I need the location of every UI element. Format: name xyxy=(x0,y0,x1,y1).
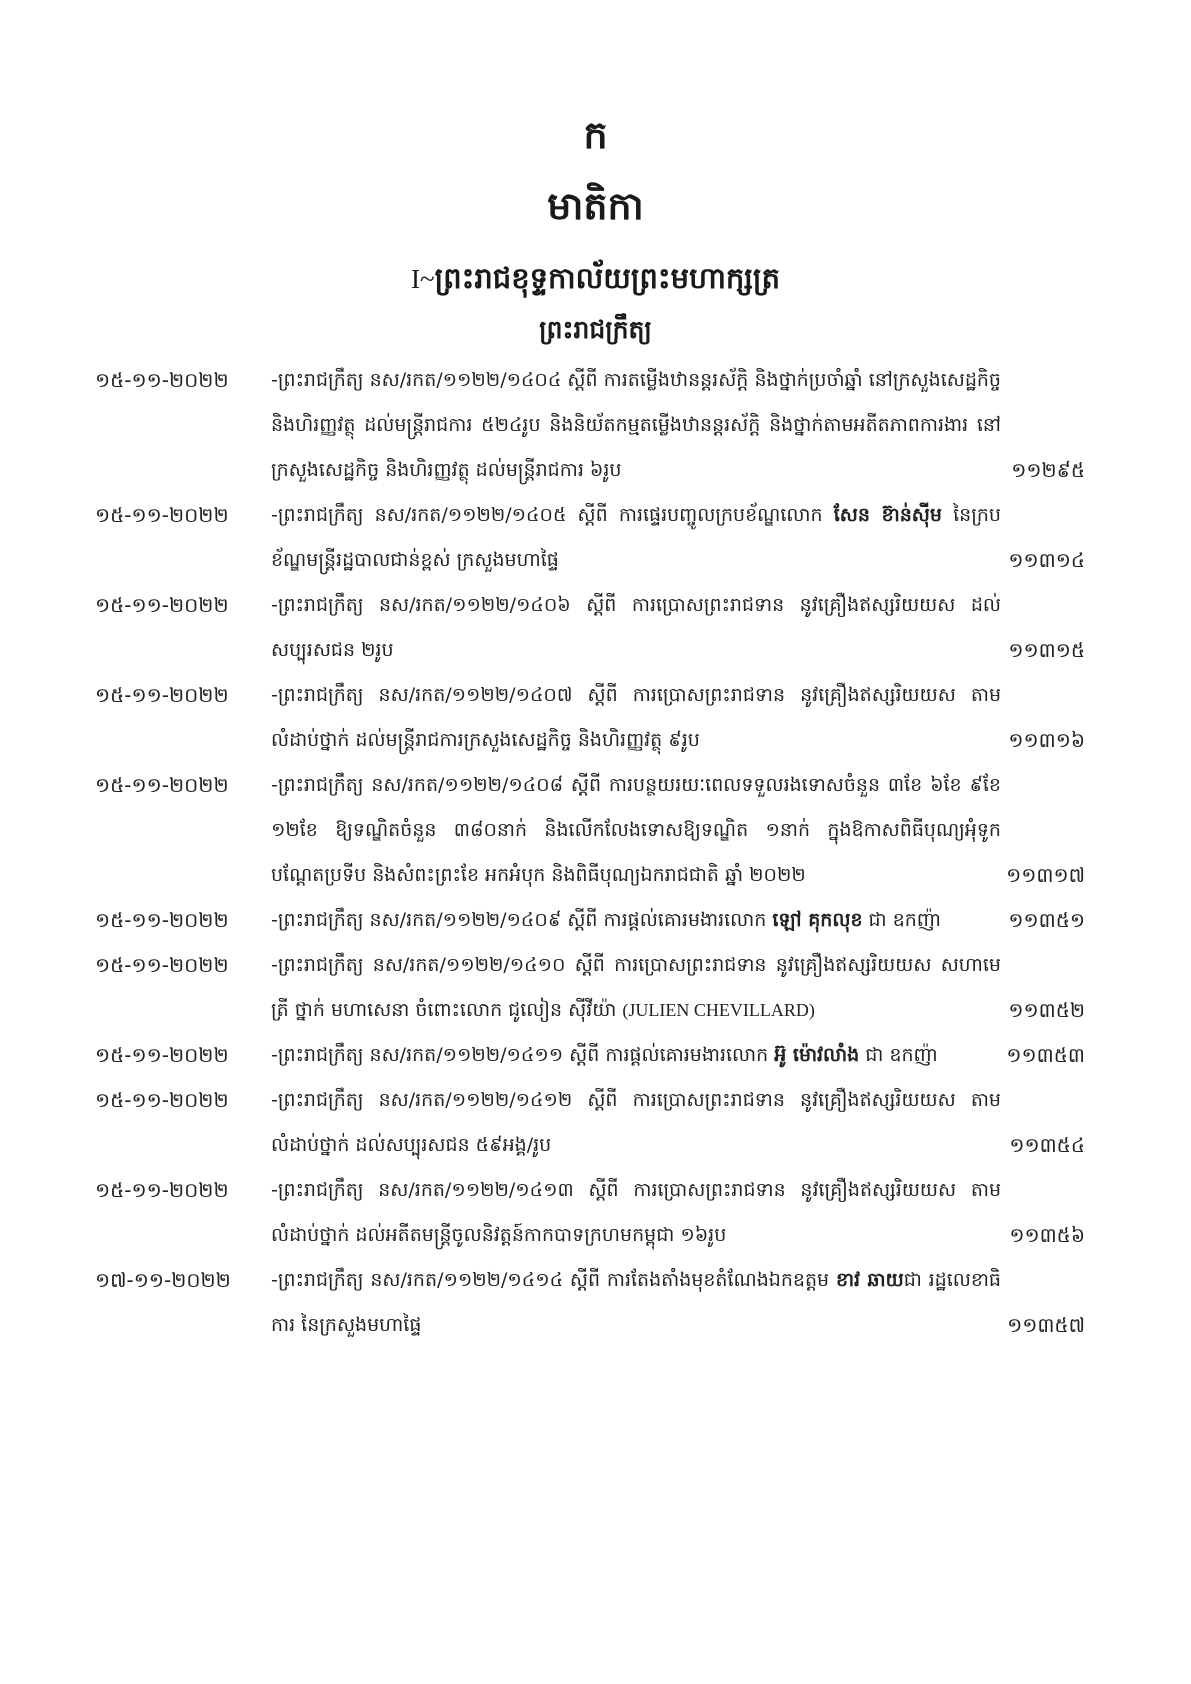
entry-text xyxy=(271,1258,1085,1348)
toc-entry xyxy=(95,1078,1095,1168)
entry-date: ១៥-១១-២០២២ xyxy=(95,953,229,977)
entry-body xyxy=(271,673,1085,763)
entry-text-part: នៃក្របខ័ណ្ឌមន្ត្រីរដ្ឋបាលជាន់ខ្ពស់ ក្រសួងមហាផ្ទៃ xyxy=(271,504,1001,571)
section-title: ព្រះរាជខុទ្ទកាល័យព្រះមហាក្សត្រ xyxy=(434,261,780,295)
entry-body xyxy=(271,943,1085,1033)
entry-text-part: -ព្រះរាជក្រឹត្យ នស/រកត/១១២២/១៤១៤ ស្តីពី ការតែងតាំងមុខតំណែងឯកឧត្តម xyxy=(271,1269,836,1291)
entry-date: ១៥-១១-២០២២ xyxy=(95,1088,229,1112)
entry-date: ១៥-១១-២០២២ xyxy=(95,908,229,932)
entry-body xyxy=(271,1078,1085,1168)
entry-date: ១៥-១១-២០២២ xyxy=(95,593,229,617)
entry-date: ១៧-១១-២០២២ xyxy=(95,1268,231,1292)
entry-body xyxy=(271,583,1085,673)
entry-text-part: -ព្រះរាជក្រឹត្យ នស/រកត/១១២២/១៤០៩ ស្តីពី ការផ្តល់គោរមងារលោក xyxy=(271,909,773,931)
entry-date: ១៥-១១-២០២២ xyxy=(95,1043,229,1067)
toc-entry xyxy=(95,583,1095,673)
entry-page-number: ១១៣១៥ xyxy=(1008,638,1085,662)
entry-date: ១៥-១១-២០២២ xyxy=(95,773,229,797)
entry-person-name: សែន ខ៊ាន់ស៊ីម xyxy=(833,504,942,526)
entry-body xyxy=(271,1168,1085,1258)
entry-body xyxy=(271,493,1085,583)
entry-text: -ព្រះរាជក្រឹត្យ នស/រកត/១១២២/១៤១៣ ស្តីពី ការប្រោសព្រះរាជទាន នូវគ្រឿងឥស្សរិយយស តាមលំដាប់ថ្នាក់ ដល់អតីតមន្ត្រីចូលនិវត្តន៍កាកបាទក្រហមកម្ពុជា ១៦រូប xyxy=(271,1179,1001,1246)
entry-body xyxy=(271,898,1085,943)
entry-page-number: ១១៣៥១ xyxy=(1008,908,1085,932)
entry-date: ១៥-១១-២០២២ xyxy=(95,1178,229,1202)
entry-page-number: ១១៣៥២ xyxy=(1008,998,1085,1022)
entry-text-part: -ព្រះរាជក្រឹត្យ នស/រកត/១១២២/១៤១១ ស្តីពី ការផ្តល់គោរមងារលោក xyxy=(271,1044,775,1066)
entry-text: -ព្រះរាជក្រឹត្យ នស/រកត/១១២២/១៤០៦ ស្តីពី ការប្រោសព្រះរាជទាន នូវគ្រឿងឥស្សរិយយស ដល់សប្បុរសជន ២រូប xyxy=(271,594,1001,661)
section-letter: ក xyxy=(583,113,608,157)
toc-entry xyxy=(95,1168,1095,1258)
entry-text-part: ជា ឧកញ៉ា xyxy=(862,909,941,931)
toc-entry xyxy=(95,1258,1095,1348)
entry-page-number: ១១៣៥៧ xyxy=(1007,1313,1085,1337)
entry-page-number: ១១៣១៤ xyxy=(1008,548,1085,572)
toc-entry xyxy=(95,493,1095,583)
subsection-heading: ព្រះរាជក្រឹត្យ xyxy=(539,315,652,344)
entry-text: -ព្រះរាជក្រឹត្យ នស/រកត/១១២២/១៤០៨ ស្តីពី ការបន្ថយរយៈពេលទទួលរងទោសចំនួន ៣ខែ ៦ខែ ៩ខែ ១២ខែ ឱ្យទណ្ឌិតចំនួន ៣៨០នាក់ និងលើកលែងទោសឱ្យទណ្ឌិត ១នាក់ ក្នុងឱកាសពិធីបុណ្យអុំទូក បណ្តែតប្រទីប និងសំពះព្រះខែ អកអំបុក និងពិធីបុណ្យឯករាជជាតិ ឆ្នាំ ២០២២ xyxy=(271,774,1001,886)
entry-date: ១៥-១១-២០២២ xyxy=(95,683,229,707)
entry-text-part: -ព្រះរាជក្រឹត្យ នស/រកត/១១២២/១៤១០ ស្តីពី ការប្រោសព្រះរាជទាន នូវគ្រឿងឥស្សរិយយស សហាមេត្រី ថ្នាក់ មហាសេនា ចំពោះលោក ជូលៀន ស៊ីវីយ៉ា xyxy=(271,954,1001,1021)
entry-text xyxy=(271,898,1085,943)
entry-text xyxy=(271,943,1085,1033)
entry-text: -ព្រះរាជក្រឹត្យ នស/រកត/១១២២/១៤០៤ ស្តីពី ការតម្លើងឋានន្តរស័ក្តិ និងថ្នាក់ប្រចាំឆ្នាំ នៅក្រសួងសេដ្ឋកិច្ច និងហិរញ្ញវត្ថុ ដល់មន្ត្រីរាជការ ៥២៤រូប និងនិយ័តកម្មតម្លើងឋានន្តរស័ក្តិ និងថ្នាក់តាមអតីតភាពការងារ នៅក្រសួងសេដ្ឋកិច្ច និងហិរញ្ញវត្ថុ ដល់មន្ត្រីរាជការ ៦រូប xyxy=(271,369,1001,481)
entry-page-number: ១១៣៥៣ xyxy=(1006,1043,1085,1067)
page-title: មាតិកា xyxy=(547,184,644,228)
toc-list xyxy=(95,358,1095,1348)
entry-text: -ព្រះរាជក្រឹត្យ នស/រកត/១១២២/១៤១២ ស្តីពី ការប្រោសព្រះរាជទាន នូវគ្រឿងឥស្សរិយយស តាមលំដាប់ថ្នាក់ ដល់សប្បុរសជន ៥៩អង្គ/រូប xyxy=(271,1089,1001,1156)
entry-person-name: ខាវ ឆាយ xyxy=(835,1269,904,1291)
section-heading xyxy=(0,255,1191,302)
entry-text-part: -ព្រះរាជក្រឹត្យ នស/រកត/១១២២/១៤០៥ ស្តីពី ការផ្ទេរបញ្ចូលក្របខ័ណ្ឌលោក xyxy=(271,504,834,526)
entry-date: ១៥-១១-២០២២ xyxy=(95,503,229,527)
entry-body xyxy=(271,1033,1085,1078)
entry-text-part: ជា ឧកញ៉ា xyxy=(859,1044,938,1066)
entry-page-number: ១១៣១៦ xyxy=(1008,728,1085,752)
toc-entry xyxy=(95,1033,1095,1078)
toc-entry xyxy=(95,763,1095,898)
entry-page-number: ១១៣៥៤ xyxy=(1009,1133,1085,1157)
entry-text xyxy=(271,1033,1085,1078)
entry-page-number: ១១៣១៧ xyxy=(1006,863,1085,887)
entry-text xyxy=(271,493,1085,583)
entry-page-number: ១១២៩៥ xyxy=(1011,458,1085,482)
toc-entry xyxy=(95,898,1095,943)
entry-body xyxy=(271,1258,1085,1348)
entry-body xyxy=(271,763,1085,898)
entry-body xyxy=(271,358,1085,493)
entry-person-name: អ៊ូ ម៉ោវលាំង xyxy=(774,1044,860,1066)
section-roman-number: I~ xyxy=(411,264,435,294)
entry-person-name: ឡៅ គុកលុខ xyxy=(772,909,863,931)
entry-text: -ព្រះរាជក្រឹត្យ នស/រកត/១១២២/១៤០៧ ស្តីពី ការប្រោសព្រះរាជទាន នូវគ្រឿងឥស្សរិយយស តាមលំដាប់ថ្នាក់ ដល់មន្ត្រីរាជការក្រសួងសេដ្ឋកិច្ច និងហិរញ្ញវត្ថុ ៩រូប xyxy=(271,684,1001,751)
toc-entry xyxy=(95,943,1095,1033)
toc-entry xyxy=(95,673,1095,763)
entry-latin-name: (JULIEN CHEVILLARD) xyxy=(622,1000,815,1020)
entry-date: ១៥-១១-២០២២ xyxy=(95,368,229,392)
entry-page-number: ១១៣៥៦ xyxy=(1009,1223,1085,1247)
toc-entry xyxy=(95,358,1095,493)
entry-text-part: ជា រដ្ឋលេខាធិការ នៃក្រសួងមហាផ្ទៃ xyxy=(271,1269,1001,1336)
